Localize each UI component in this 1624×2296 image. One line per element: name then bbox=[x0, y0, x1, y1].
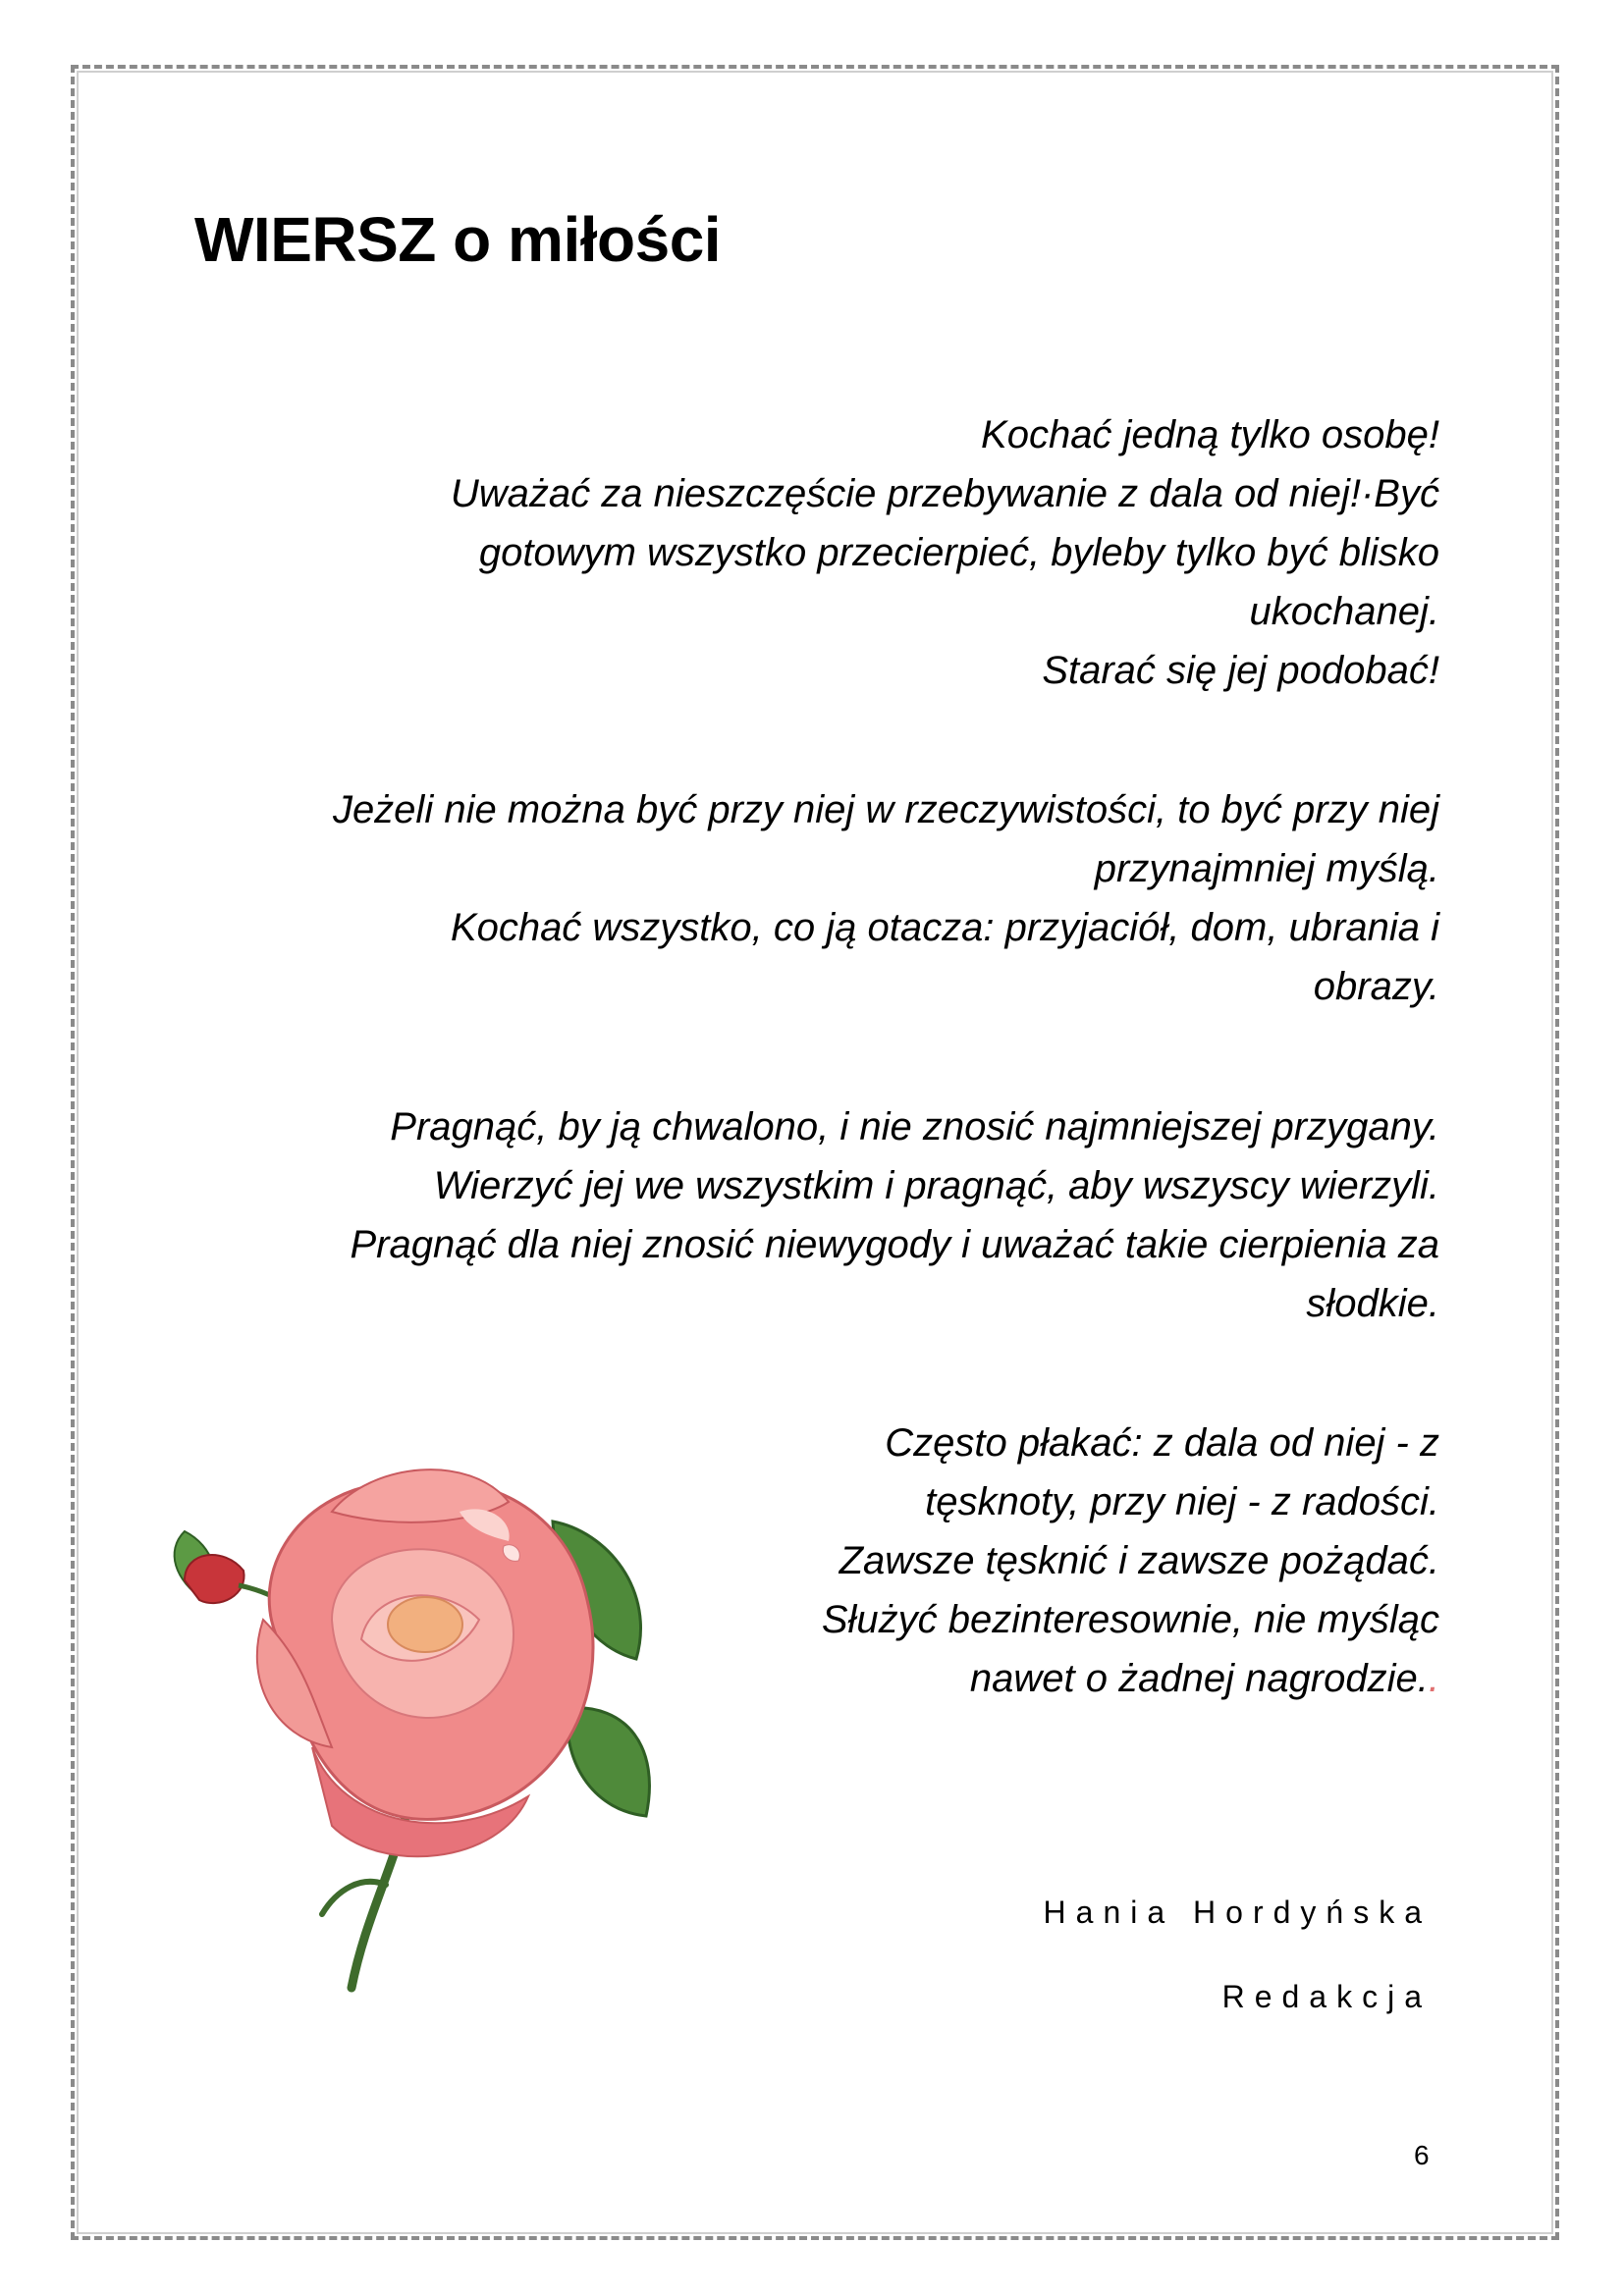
poem-stanza-2 bbox=[163, 780, 1439, 1016]
poem-line: Zawsze tęsknić i zawsze pożądać. bbox=[839, 1539, 1439, 1582]
rose-illustration bbox=[165, 1453, 695, 2002]
poem-line-last bbox=[674, 1649, 1439, 1708]
poem-line: gotowym wszystko przecierpieć, byleby tylko być blisko bbox=[478, 531, 1439, 574]
poem-line: Służyć bezinteresownie, nie myśląc bbox=[821, 1598, 1439, 1641]
poem-line: Kochać jedną tylko osobę! bbox=[981, 413, 1439, 456]
poem-line: obrazy. bbox=[1313, 965, 1439, 1008]
poem-stanza-3 bbox=[163, 1097, 1439, 1333]
poem-line: Pragnąć, by ją chwalono, i nie znosić najmniejszej przygany. bbox=[390, 1105, 1439, 1148]
page-title: WIERSZ o miłości bbox=[194, 204, 722, 275]
poem-line-text: nawet o żadnej nagrodzie. bbox=[969, 1657, 1429, 1700]
poem-stanza-4 bbox=[674, 1414, 1439, 1708]
poem-stanza-1 bbox=[310, 405, 1439, 700]
rose-bud bbox=[185, 1555, 244, 1603]
trailing-mark: . bbox=[1428, 1657, 1439, 1700]
poem-line: Często płakać: z dala od niej - z bbox=[885, 1421, 1439, 1465]
author-name: Hania Hordyńska bbox=[1043, 1895, 1432, 1930]
page-number: 6 bbox=[1414, 2140, 1430, 2170]
poem-line: przynajmniej myślą. bbox=[1094, 847, 1439, 890]
poem-line: ukochanej. bbox=[1249, 590, 1439, 633]
poem-line: słodkie. bbox=[1306, 1282, 1439, 1325]
poem-line: Starać się jej podobać! bbox=[1042, 649, 1439, 692]
poem-line: tęsknoty, przy niej - z radości. bbox=[925, 1480, 1439, 1523]
poem-line: Jeżeli nie można być przy niej w rzeczywistości, to być przy niej bbox=[332, 788, 1439, 831]
editorial-label: Redakcja bbox=[1221, 1979, 1432, 2014]
rose-center bbox=[388, 1597, 462, 1652]
leaf-right-bottom bbox=[568, 1708, 650, 1816]
poem-line: Kochać wszystko, co ją otacza: przyjaciół, dom, ubrania i bbox=[450, 906, 1439, 949]
poem-line: Uważać za nieszczęście przebywanie z dala od niej!·Być bbox=[450, 472, 1439, 515]
poem-line: Wierzyć jej we wszystkim i pragnąć, aby wszyscy wierzyli. bbox=[433, 1164, 1439, 1207]
poem-line: Pragnąć dla niej znosić niewygody i uważać takie cierpienia za bbox=[350, 1223, 1439, 1266]
